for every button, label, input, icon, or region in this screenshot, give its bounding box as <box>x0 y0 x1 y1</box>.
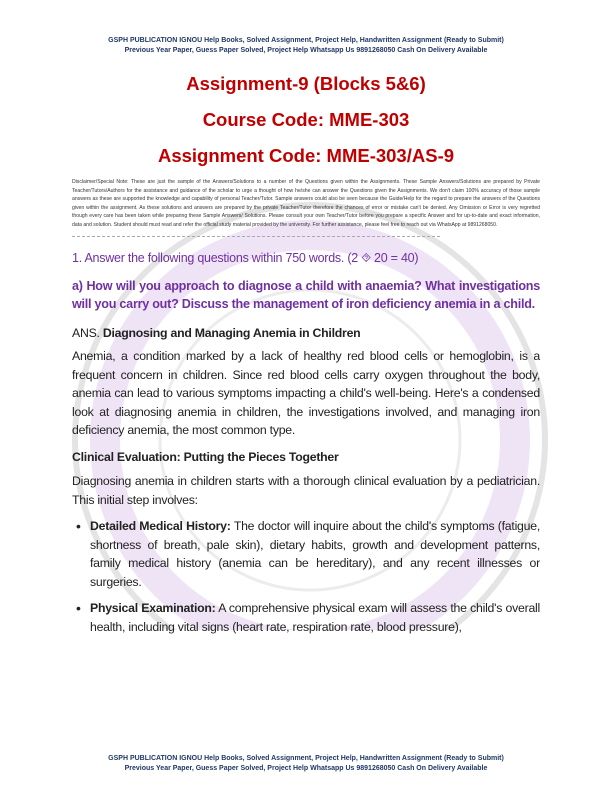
section-heading: Clinical Evaluation: Putting the Pieces Together <box>72 449 339 464</box>
question-heading: 1. Answer the following questions within 750 words. (2 ⯑ 20 = 40) <box>72 251 419 265</box>
question-a: a) How will you approach to diagnose a child with anaemia? What investigations will you carry out? Discuss the management of iron deficiency anemia in a child. <box>72 278 540 311</box>
footer-line-1: GSPH PUBLICATION IGNOU Help Books, Solved Assignment, Project Help, Handwritten Assignment (Ready to Submit) <box>108 755 504 762</box>
bullet-list <box>72 517 540 636</box>
bullet-term: Physical Examination: <box>90 601 216 615</box>
section-intro: Diagnosing anemia in children starts with a thorough clinical evaluation by a pediatrician. This initial step involves: <box>72 474 540 507</box>
page-content <box>72 36 540 644</box>
list-item <box>90 517 540 591</box>
course-code: Course Code: MME-303 <box>202 109 410 130</box>
divider <box>72 236 440 237</box>
assignment-title: Assignment-9 (Blocks 5&6) <box>186 73 426 94</box>
bullet-text: The doctor will inquire about the child's symptoms (fatigue, shortness of breath, pale skin), dietary habits, growth and development patterns, family medical history (anemia can be hereditary), and any recent illnesses or surgeries. <box>90 519 540 589</box>
answer-heading <box>72 324 540 343</box>
page-footer <box>0 754 612 774</box>
list-item <box>90 599 540 636</box>
bullet-text: A comprehensive physical exam will assess the child's overall health, including vital signs (heart rate, respiration rate, blood pressure), <box>90 601 540 634</box>
answer-title: Diagnosing and Managing Anemia in Children <box>102 325 361 340</box>
page-header <box>0 36 612 56</box>
assignment-code: Assignment Code: MME-303/AS-9 <box>157 145 455 166</box>
footer-line-2: Previous Year Paper, Guess Paper Solved, Project Help Whatsapp Us 9891268050 Cash On Delivery Available <box>124 765 488 772</box>
disclaimer: Disclaimer/Special Note: These are just the sample of the Answers/Solutions to a number of the Questions given within the Assignments. These Sample Answers/Solutions are prepared by Private Teacher/Tutors/Authors for the assistance and guidance of the scholar to urge a thought of how he/she can answer the Questions given the Assignments. We don't claim 100% accuracy of those sample answers as these are supported the knowledge and capability of personal Teacher/Tutor. Sample answers could also be seen because the Guide/Help for the regard to prepare the answers of the Questions given within the assignment. As these solutions and answers are prepared by the private Teacher/Tutor therefore the chances of error or mistake can't be denied. Any Omission or Error is very regretted though every care has been taken while preparing these Sample Answers/ Solutions. Please consult your own Teacher/Tutor before you prepare a specific Answer and for up-to-date and exact information, data and solution. Student should must read and refer the official study material provided by the university. For further assistance, please feel free to reach out via WhatsApp at 9891268050. <box>72 179 540 228</box>
header-line-2: Previous Year Paper, Guess Paper Solved, Project Help Whatsapp Us 9891268050 Cash On Delivery Available <box>124 47 488 54</box>
header-line-1: GSPH PUBLICATION IGNOU Help Books, Solved Assignment, Project Help, Handwritten Assignment (Ready to Submit) <box>108 37 504 44</box>
bullet-term: Detailed Medical History: <box>90 519 231 533</box>
answer-intro: Anemia, a condition marked by a lack of healthy red blood cells or hemoglobin, is a frequent concern in children. Since red blood cells carry oxygen throughout the body, anemia can lead to various symptoms impacting a child's well-being. Here's a condensed look at diagnosing anemia in children, the investigations involved, and managing iron deficiency anemia, the most common type. <box>72 349 540 437</box>
answer-prefix: ANS. <box>72 325 103 340</box>
